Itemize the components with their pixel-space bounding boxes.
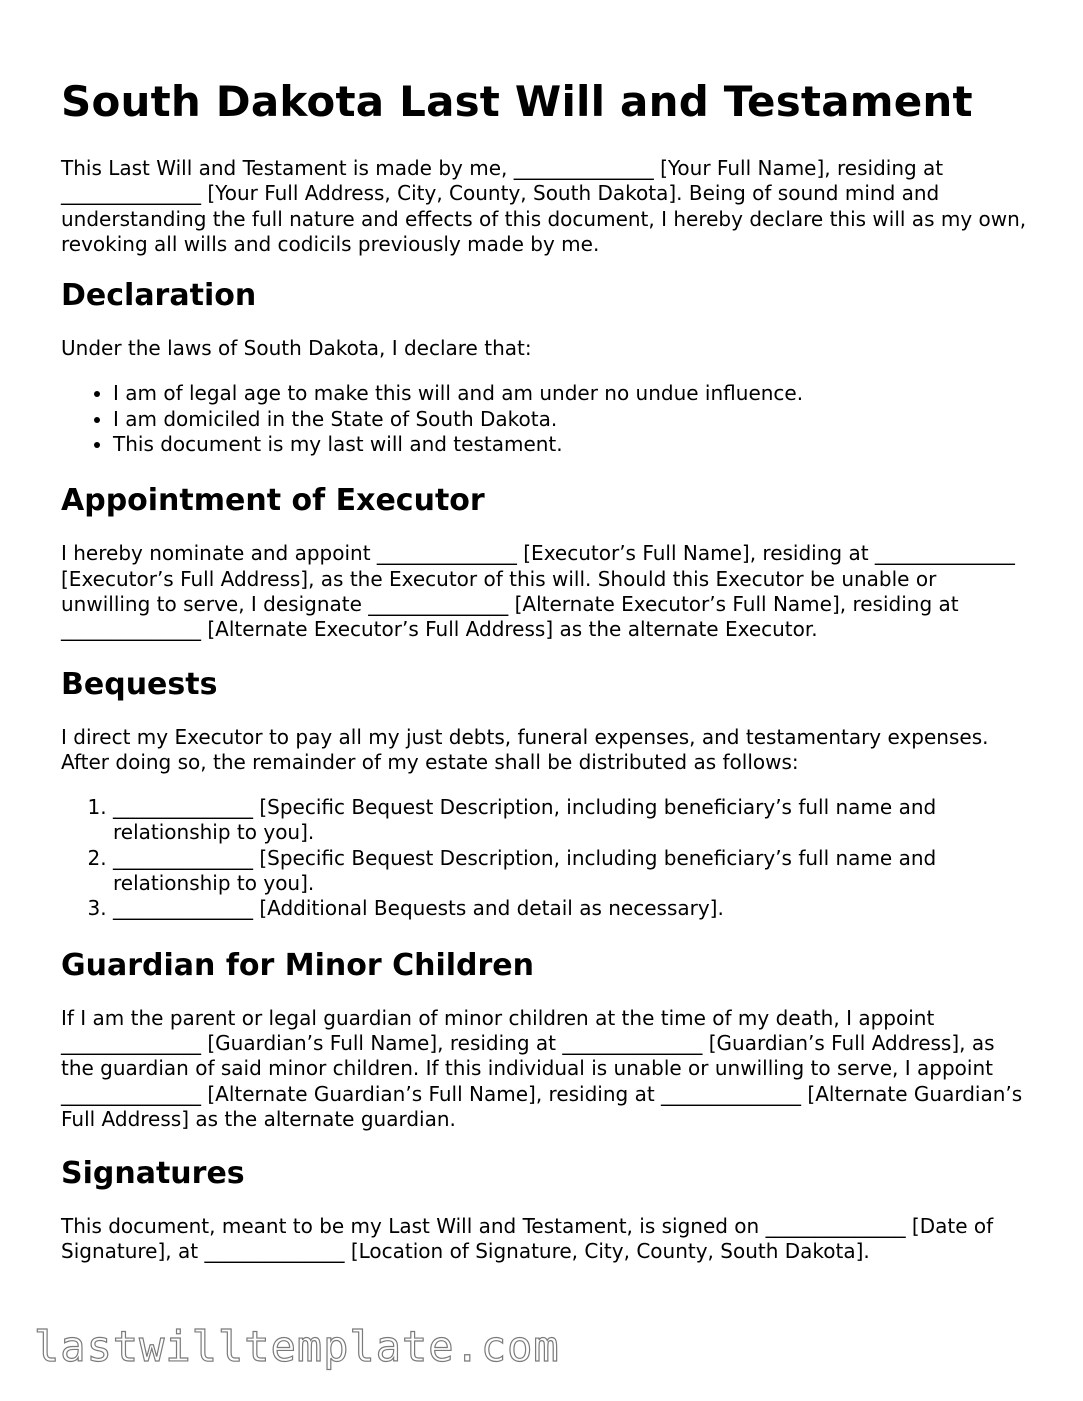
- executor-paragraph: I hereby nominate and appoint ______________ [Executor’s Full Name], residing at ______________ [Executor’s Full Address], as the Executor of this will. Should this Executor be unable or unwilling to serve, I designate ______________ [Alternate Executor’s Full Name], residing at ______________ [Alternate Executor’s Full Address] as the alternate Executor.: [61, 541, 1015, 642]
- document-page: [61, 76, 1031, 1289]
- list-item: 3. ______________ [Additional Bequests and detail as necessary].: [113, 896, 1031, 921]
- guardian-paragraph: If I am the parent or legal guardian of minor children at the time of my death, I appoint ______________ [Guardian’s Full Name], residing at ______________ [Guardian’s Full Address], as the guardian of said minor children. If this individual is unable or unwilling to serve, I appoint ______________ [Alternate Guardian’s Full Name], residing at ______________ [Alternate Guardian’s Full Address] as the alternate guardian.: [61, 1005, 1023, 1131]
- bequests-list: [61, 795, 1031, 921]
- guardian-heading: Guardian for Minor Children: [61, 947, 534, 983]
- list-item: • This document is my last will and testament.: [113, 432, 1031, 457]
- declaration-list: [61, 381, 1031, 457]
- declaration-heading: Declaration: [61, 278, 257, 314]
- executor-heading: Appointment of Executor: [61, 483, 485, 519]
- list-item: • I am domiciled in the State of South Dakota.: [113, 407, 1031, 432]
- bequests-heading: Bequests: [61, 666, 218, 702]
- list-item: 2. ______________ [Specific Bequest Description, including beneficiary’s full name and relationship to you].: [113, 846, 1031, 897]
- signatures-paragraph: This document, meant to be my Last Will and Testament, is signed on ______________ [Date of Signature], at ______________ [Location of Signature, City, County, South Dakota].: [61, 1214, 994, 1264]
- bequests-lead: I direct my Executor to pay all my just debts, funeral expenses, and testamentary expenses. After doing so, the remainder of my estate shall be distributed as follows:: [61, 724, 989, 774]
- executor-section: [61, 483, 1031, 642]
- watermark: lastwilltemplate.com: [34, 1322, 560, 1371]
- bequests-section: [61, 667, 1031, 922]
- declaration-lead: Under the laws of South Dakota, I declare that:: [61, 336, 532, 361]
- guardian-section: [61, 948, 1031, 1132]
- list-item: • I am of legal age to make this will and am under no undue influence.: [113, 381, 1031, 406]
- signatures-section: [61, 1156, 1031, 1265]
- list-item: 1. ______________ [Specific Bequest Description, including beneficiary’s full name and relationship to you].: [113, 795, 1031, 846]
- document-title: South Dakota Last Will and Testament: [61, 77, 973, 126]
- declaration-section: [61, 278, 1031, 457]
- intro-paragraph: This Last Will and Testament is made by me, ______________ [Your Full Name], residing at ______________ [Your Full Address, City, County, South Dakota]. Being of sound mind and understanding the full nature and effects of this document, I hereby declare this will as my own, revoking all wills and codicils previously made by me.: [61, 156, 1027, 256]
- signatures-heading: Signatures: [61, 1156, 245, 1192]
